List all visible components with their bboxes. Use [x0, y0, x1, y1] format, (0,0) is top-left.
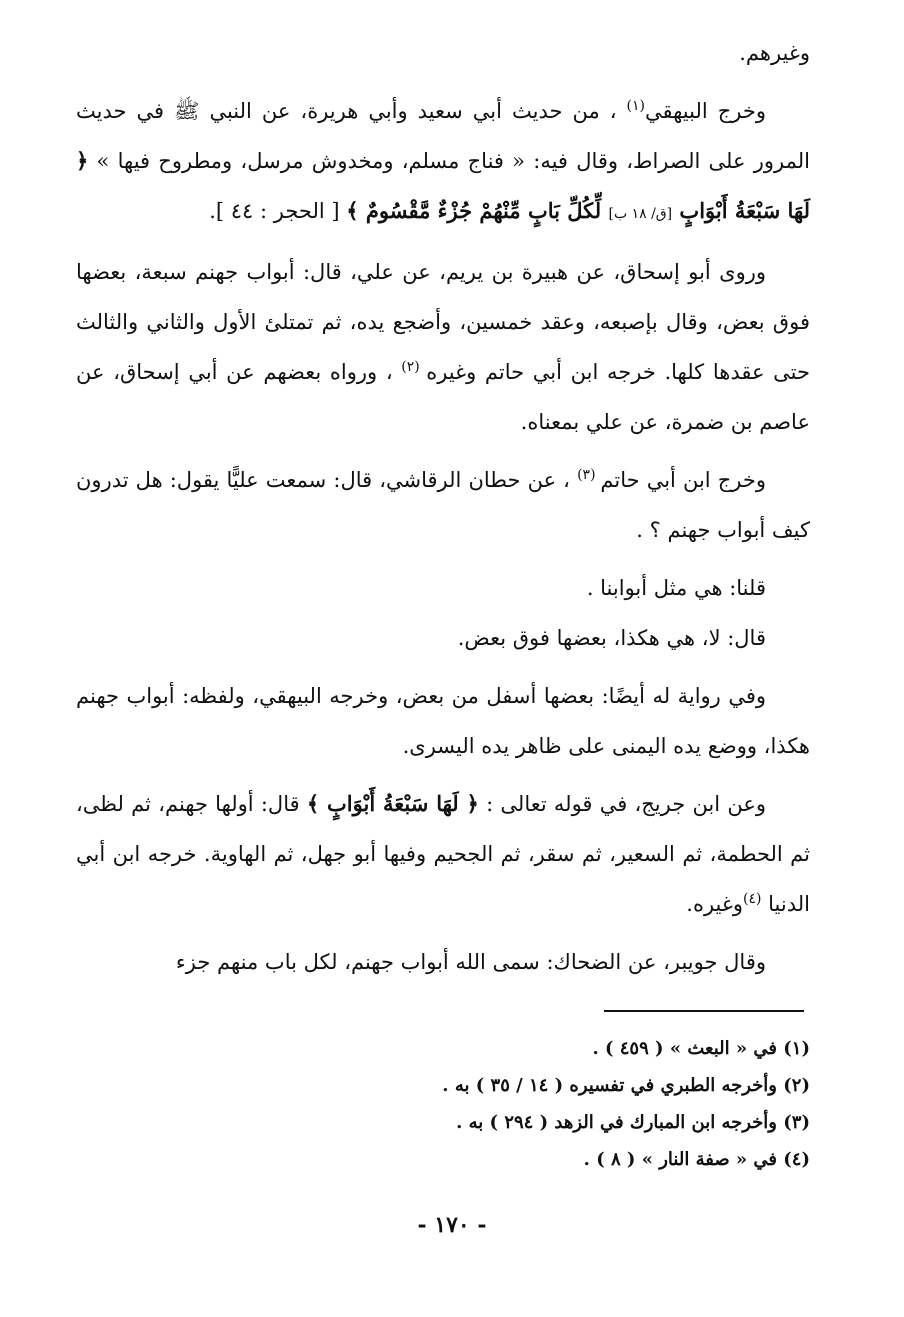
footnotes [76, 1030, 810, 1178]
page-number: - ١٧٠ - [417, 1212, 487, 1238]
manuscript-reference: [ق/ ١٨ ب] [608, 206, 673, 222]
paragraph-7-part-c: وغيره. [686, 892, 744, 916]
paragraph-2-part-a: وروى أبو إسحاق، عن هبيرة بن يريم، عن علي، قال: أبواب جهنم سبعة، بعضها فوق بعض، وقال بإصبعه، وعقد خمسين، وأضجع يده، ثم تمتلئ الأول والثاني والثالث حتى عقدها كلها. خرجه ابن أبي حاتم وغيره [76, 260, 811, 384]
paragraph-0: وغيرهم. [739, 41, 810, 65]
paragraph-3-part-b: ، عن حطان الرقاشي، قال: سمعت عليًّا يقول: هل تدرون كيف أبواب جهنم ؟ . [76, 468, 810, 542]
paragraph-7-part-b: قال: أولها جهنم، ثم لظى، ثم الحطمة، ثم السعير، ثم سقر، ثم الجحيم وفيها أبو جهل، ثم الهاوية. خرجه ابن أبي الدنيا [76, 792, 810, 916]
quran-verse-inline: ﴿ لَهَا سَبْعَةُ أَبْوَابٍ ﴾ [306, 791, 479, 816]
quran-bracket-open: ﴿ [76, 148, 89, 173]
paragraph-5: قال: لا، هي هكذا، بعضها فوق بعض. [457, 626, 766, 650]
page-body [76, 28, 810, 987]
quran-verse-part-1: لَهَا سَبْعَةُ أَبْوَابٍ [672, 198, 810, 223]
paragraph-1-part-c: [ الحجر : ٤٤ ]. [209, 199, 347, 223]
footnote-separator [604, 1010, 804, 1012]
paragraph-2-part-b: ، ورواه بعضهم عن أبي إسحاق، عن عاصم بن ضمرة، عن علي بمعناه. [76, 360, 810, 434]
paragraph-1 [76, 86, 810, 239]
paragraph-6: وفي رواية له أيضًا: بعضها أسفل من بعض، وخرجه البيهقي، ولفظه: أبواب جهنم هكذا، ووضع يده اليمنى على ظاهر يده اليسرى. [76, 684, 810, 758]
paragraph-7 [76, 779, 810, 929]
paragraph-1-part-a: وخرج البيهقي [645, 99, 767, 123]
main-text [76, 28, 810, 987]
footnote-ref-2[interactable]: (٢) [401, 359, 427, 375]
footnote-4: (٤) في « صفة النار » ( ٨ ) . [583, 1149, 810, 1170]
footnote-ref-4[interactable]: (٤) [743, 891, 762, 907]
paragraph-8: وقال جويبر، عن الضحاك: سمى الله أبواب جهنم، لكل باب منهم جزء [175, 950, 766, 974]
footnote-1: (١) في « البعث » ( ٤٥٩ ) . [592, 1038, 810, 1059]
paragraph-3 [76, 455, 810, 555]
paragraph-7-part-a: وعن ابن جريج، في قوله تعالى : [478, 792, 766, 816]
paragraph-2 [76, 247, 810, 447]
footnote-ref-1[interactable]: (١) [626, 98, 645, 114]
footnote-ref-3[interactable]: (٣) [577, 467, 601, 483]
quran-bracket-close: ﴾ [346, 198, 359, 223]
paragraph-4: قلنا: هي مثل أبوابنا . [586, 576, 766, 600]
footnote-3: (٣) وأخرجه ابن المبارك في الزهد ( ٢٩٤ ) به . [456, 1112, 810, 1133]
paragraph-1-part-b: ، من حديث أبي سعيد وأبي هريرة، عن النبي ﷺ في حديث المرور على الصراط، وقال فيه: « فناج مسلم، ومخدوش مرسل، ومطروح فيها » [76, 99, 810, 173]
quran-verse-part-2: لِّكُلِّ بَابٍ مِّنْهُمْ جُزْءٌ مَّقْسُومٌ [358, 198, 609, 223]
footnote-2: (٢) وأخرجه الطبري في تفسيره ( ١٤ / ٣٥ ) به . [442, 1075, 810, 1096]
paragraph-3-part-a: وخرج ابن أبي حاتم [600, 468, 766, 492]
